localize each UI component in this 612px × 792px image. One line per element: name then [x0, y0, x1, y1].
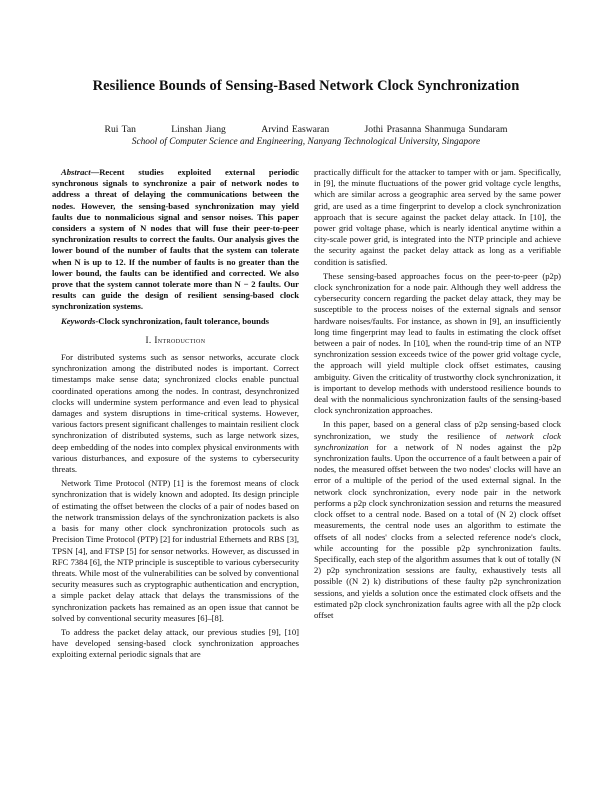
left-column — [52, 167, 299, 664]
paragraph-text: In this paper, based on a general class of p2p sensing-based clock synchronization, we study the resilience of — [314, 419, 561, 441]
body-paragraph — [314, 419, 561, 621]
right-column — [314, 167, 561, 624]
paper-title: Resilience Bounds of Sensing-Based Network Clock Synchronization — [92, 78, 520, 94]
author-name: Linshan Jiang — [171, 124, 226, 135]
emphasized-term: network clock synchronization — [314, 430, 561, 452]
author-name: Arvind Easwaran — [261, 124, 330, 135]
body-paragraph: For distributed systems such as sensor networks, accurate clock synchronization among the distributed nodes is important. Correct timestamps make sense data; synchronized clocks enable punctual coordinated operations among the nodes. In contrast, desynchronized clocks will undermine system performance and even lead to physical damages and system disruptions in time-critical systems. However, various factors present significant challenges to maintain resilient clock synchronization of distributed systems, such as large network sizes, deep embedding of the nodes into complex physical environments with various disturbances, and exposure of the systems to cybersecurity threats. — [52, 352, 299, 475]
abstract-label: Abstract — [61, 167, 91, 177]
affiliation: School of Computer Science and Engineering, Nanyang Technological University, Singapore — [131, 137, 481, 147]
body-paragraph: To address the packet delay attack, our previous studies [9], [10] have developed sensing-based clock synchronization approaches exploiting external periodic signals that are — [52, 626, 299, 660]
paragraph-text: for a network of N nodes against the p2p synchronization faults. Upon the occurrence of a fault between a pair of nodes, the measured offset between the two nodes' clocks will have an error of a multiple of the period of the used external signal. In the network clock synchronization, every node pair in the network performs a p2p clock synchronization session and returns the measured clock offset to a central node. Based on a total of (N 2) clock offset measurements, the central node uses an algorithm to estimate the offsets of all nodes' clocks from a selected reference node's clock, while accounting for the possible p2p synchronization faults. Specifically, each step of the algorithm assumes that k out of totally (N 2) p2p synchronization sessions are faulty, exhaustively tests all possible ((N 2) k) distributions of these faulty p2p synchronization sessions, and yields a solution once the estimated clock offsets and the estimated p2p clock synchronization faults agree with all the p2p clock offset — [314, 441, 561, 620]
abstract — [52, 167, 299, 313]
keywords-text: -Clock synchronization, fault tolerance, bounds — [95, 315, 270, 326]
author-list — [0, 124, 612, 135]
body-paragraph: practically difficult for the attacker to tamper with or jam. Specifically, in [9], the minute fluctuations of the power grid voltage cycle lengths, which are similar across a geographic area served by the same power grid, are used as a time fingerprint to develop a clock synchronization approach that is secure against the packet delay attack. In [10], the power grid voltage phase, which is nearly identical anytime within a city-scale power grid, is integrated into the NTP principle and achieve the security against the packet delay attack as long as a verifiable condition is satisfied. — [314, 167, 561, 267]
abstract-text: —Recent studies exploited external periodic synchronous signals to synchronize a pair of network nodes to address a threat of delaying the communications between the nodes. However, the sensing-based synchronization may yield faults due to nonmalicious signal and sensor noises. This paper considers a system of N nodes that will fuse their peer-to-peer synchronization results to correct the faults. Our analysis gives the lower bound of the number of faults that the system can tolerate when N is up to 12. If the number of faults is no greater than the lower bound, the faults can be identified and corrected. We also prove that the system cannot tolerate more than N − 2 faults. Our results can guide the design of resilient sensing-based clock synchronization systems. — [52, 167, 299, 312]
keywords-label: Keywords — [61, 315, 96, 326]
keywords — [52, 316, 299, 327]
body-paragraph: These sensing-based approaches focus on the peer-to-peer (p2p) clock synchronization for a node pair. Although they well address the cybersecurity concern regarding the packet delay attack, they may be susceptible to the process noises of the external signals and sensor hardware noises/faults. For instance, as shown in [9], an insufficiently long time fingerprint may lead to faults in estimating the clock offset between a pair of nodes. In [10], when the round-trip time of an NTP synchronization session exceeds twice of the power grid voltage cycle, the approach will yield multiple clock offset estimates, causing ambiguity. Given the criticality of trustworthy clock synchronization, it is important to develop methods with understood resilience bounds to deal with the nonmalicious synchronization faults of the sensing-based clock synchronization approaches. — [314, 270, 561, 416]
author-name: Jothi Prasanna Shanmuga Sundaram — [364, 124, 508, 135]
section-heading: I. Introduction — [145, 334, 206, 345]
body-paragraph: Network Time Protocol (NTP) [1] is the foremost means of clock synchronization that is widely known and adopted. Its design principle of estimating the offset between the clocks of a pair of nodes based on the network transmission delays of the synchronization packets is also a basis for many other clock synchronization protocols such as Precision Time Protocol (PTP) [2] for industrial Ethernets and RBS [3], TPSN [4], and FTSP [5] for sensor networks. However, as discussed in RFC 7384 [6], the NTP principle is susceptible to various cybersecurity threats. While most of the vulnerabilities can be solved by conventional security measures such as cryptographic authentication and encryption, a simple packet delay attack that delays the transmissions of the synchronization packets has remained as an open issue that cannot be solved by conventional security measures [6]–[8]. — [52, 478, 299, 623]
author-name: Rui Tan — [104, 124, 136, 135]
